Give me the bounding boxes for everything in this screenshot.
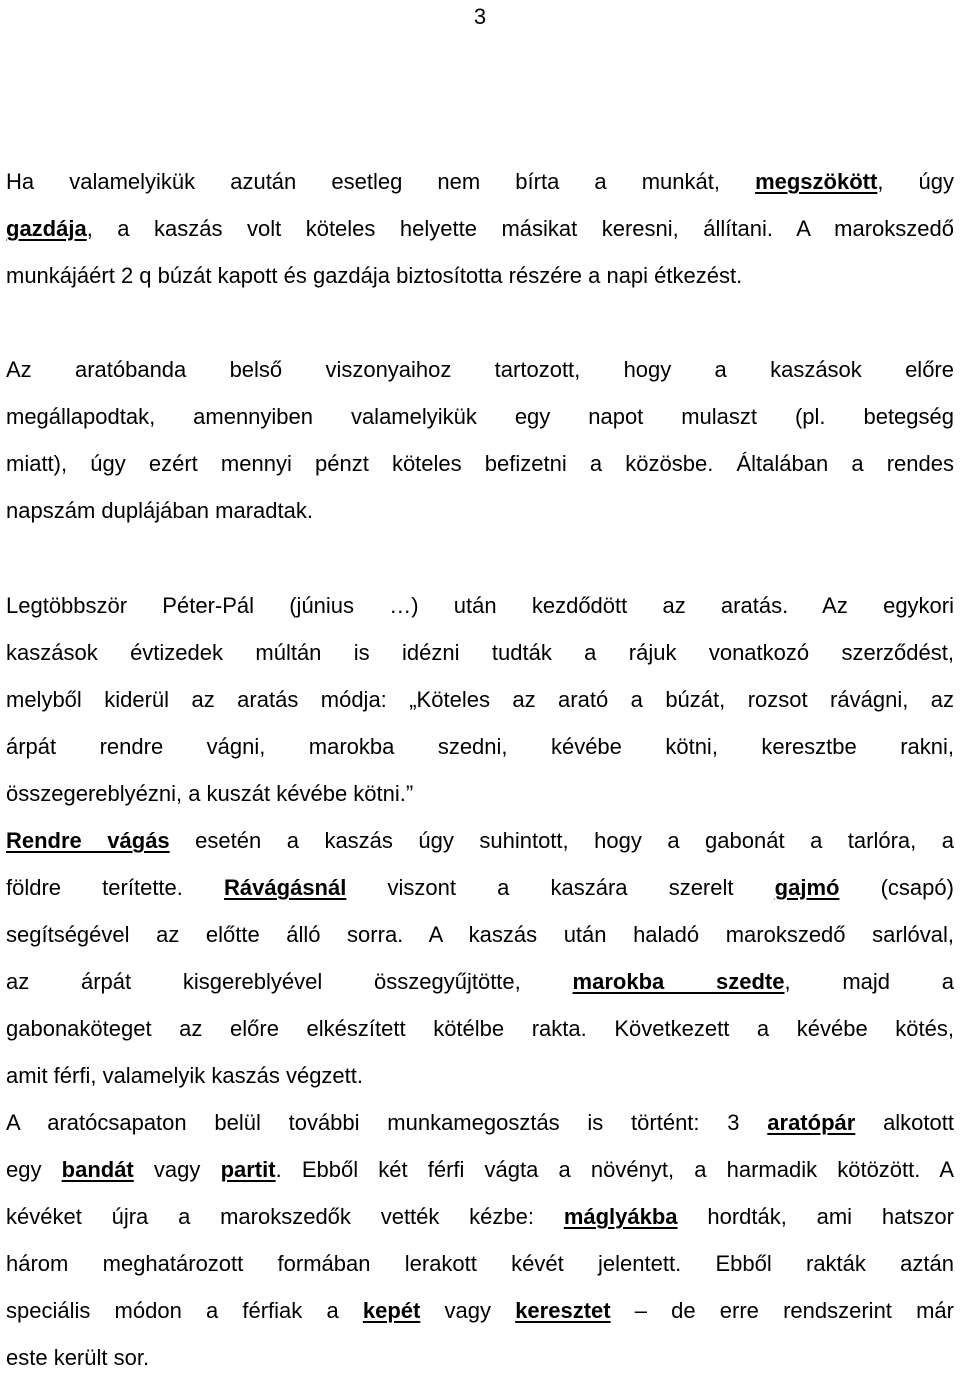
paragraph-4-line-1 (6, 826, 954, 856)
page-number: 3 (473, 4, 487, 29)
keyword-aratopar: aratópár (767, 1110, 856, 1135)
keyword-megszokott: megszökött (755, 169, 878, 194)
paragraph-4-line-3: segítségével az előtte álló sorra. A kaszás után haladó marokszedő sarlóval, (6, 922, 954, 947)
keyword-keresztet: keresztet (515, 1298, 611, 1323)
paragraph-3-line-1: Legtöbbször Péter-Pál (június …) után kezdődött az aratás. Az egykori (6, 593, 954, 618)
paragraph-4-line-4 (6, 967, 954, 997)
text-run: , a kaszás volt köteles helyette másikat keresni, állítani. A marokszedő (86, 216, 954, 241)
text-run: , úgy (877, 169, 954, 194)
keyword-gazdaja: gazdája (6, 216, 87, 241)
keyword-kepet: kepét (362, 1298, 421, 1323)
keyword-bandat: bandát (61, 1157, 134, 1182)
paragraph-3-line-5: összegereblyézni, a kuszát kévébe kötni.” (6, 781, 414, 806)
text-run: (csapó) (880, 875, 954, 900)
keyword-gajmo: gajmó (774, 875, 840, 900)
keyword-rendre-vagas: Rendre vágás (6, 828, 170, 853)
text-run: . Ebből két férfi vágta a növényt, a harmadik kötözött. A (275, 1157, 954, 1182)
text-run: esetén a kaszás úgy suhintott, hogy a gabonát a tarlóra, a (195, 828, 954, 853)
text-run: A aratócsapaton belül további munkamegosztás is történt: 3 (6, 1110, 740, 1135)
paragraph-1-line-2 (6, 214, 954, 244)
paragraph-1-line-1 (6, 167, 954, 197)
text-run: az árpát kisgereblyével összegyűjtötte, (6, 969, 521, 994)
keyword-marokba-szedte: marokba szedte (572, 969, 785, 994)
paragraph-3-line-3: melyből kiderül az aratás módja: „Köteles az arató a búzát, rozsot rávágni, az (6, 687, 954, 712)
paragraph-2-line-4: napszám duplájában maradtak. (6, 498, 313, 523)
paragraph-5-line-4: három meghatározott formában lerakott kévét jelentett. Ebből rakták aztán (6, 1251, 954, 1276)
paragraph-4-line-5: gabonaköteget az előre elkészített kötélbe rakta. Következett a kévébe kötés, (6, 1016, 954, 1041)
text-run: földre terítette. (6, 875, 183, 900)
text-run: , majd a (784, 969, 954, 994)
text-run: egy (6, 1157, 42, 1182)
paragraph-5-line-6: este került sor. (6, 1345, 150, 1370)
paragraph-5-line-1 (6, 1108, 954, 1138)
keyword-partit: partit (220, 1157, 276, 1182)
text-run: speciális módon a férfiak a (6, 1298, 339, 1323)
paragraph-5-line-5 (6, 1296, 954, 1326)
paragraph-3-line-2: kaszások évtizedek múltán is idézni tudták a rájuk vonatkozó szerződést, (6, 640, 954, 665)
keyword-maglyakba: máglyákba (563, 1204, 678, 1229)
text-run: Ha valamelyikük azután esetleg nem bírta a munkát, (6, 169, 720, 194)
paragraph-1-line-3: munkájáért 2 q búzát kapott és gazdája biztosította részére a napi étkezést. (6, 263, 743, 288)
paragraph-3-line-4: árpát rendre vágni, marokba szedni, kévébe kötni, keresztbe rakni, (6, 734, 954, 759)
paragraph-2-line-2: megállapodtak, amennyiben valamelyikük egy napot mulaszt (pl. betegség (6, 404, 954, 429)
text-run: – de erre rendszerint már (634, 1298, 954, 1323)
paragraph-2-line-3: miatt), úgy ezért mennyi pénzt köteles befizetni a közösbe. Általában a rendes (6, 451, 954, 476)
text-run: vagy (153, 1157, 201, 1182)
text-run: kévéket újra a marokszedők vették kézbe: (6, 1204, 535, 1229)
text-run: hordták, ami hatszor (707, 1204, 954, 1229)
paragraph-5-line-2 (6, 1155, 954, 1185)
paragraph-5-line-3 (6, 1202, 954, 1232)
paragraph-2-line-1: Az aratóbanda belső viszonyaihoz tartozott, hogy a kaszások előre (6, 357, 954, 382)
paragraph-4-line-6: amit férfi, valamelyik kaszás végzett. (6, 1063, 364, 1088)
keyword-ravagasnal: Rávágásnál (224, 875, 347, 900)
paragraph-4-line-2 (6, 873, 954, 903)
text-run: alkotott (883, 1110, 954, 1135)
text-run: vagy (444, 1298, 492, 1323)
text-run: viszont a kaszára szerelt (387, 875, 734, 900)
